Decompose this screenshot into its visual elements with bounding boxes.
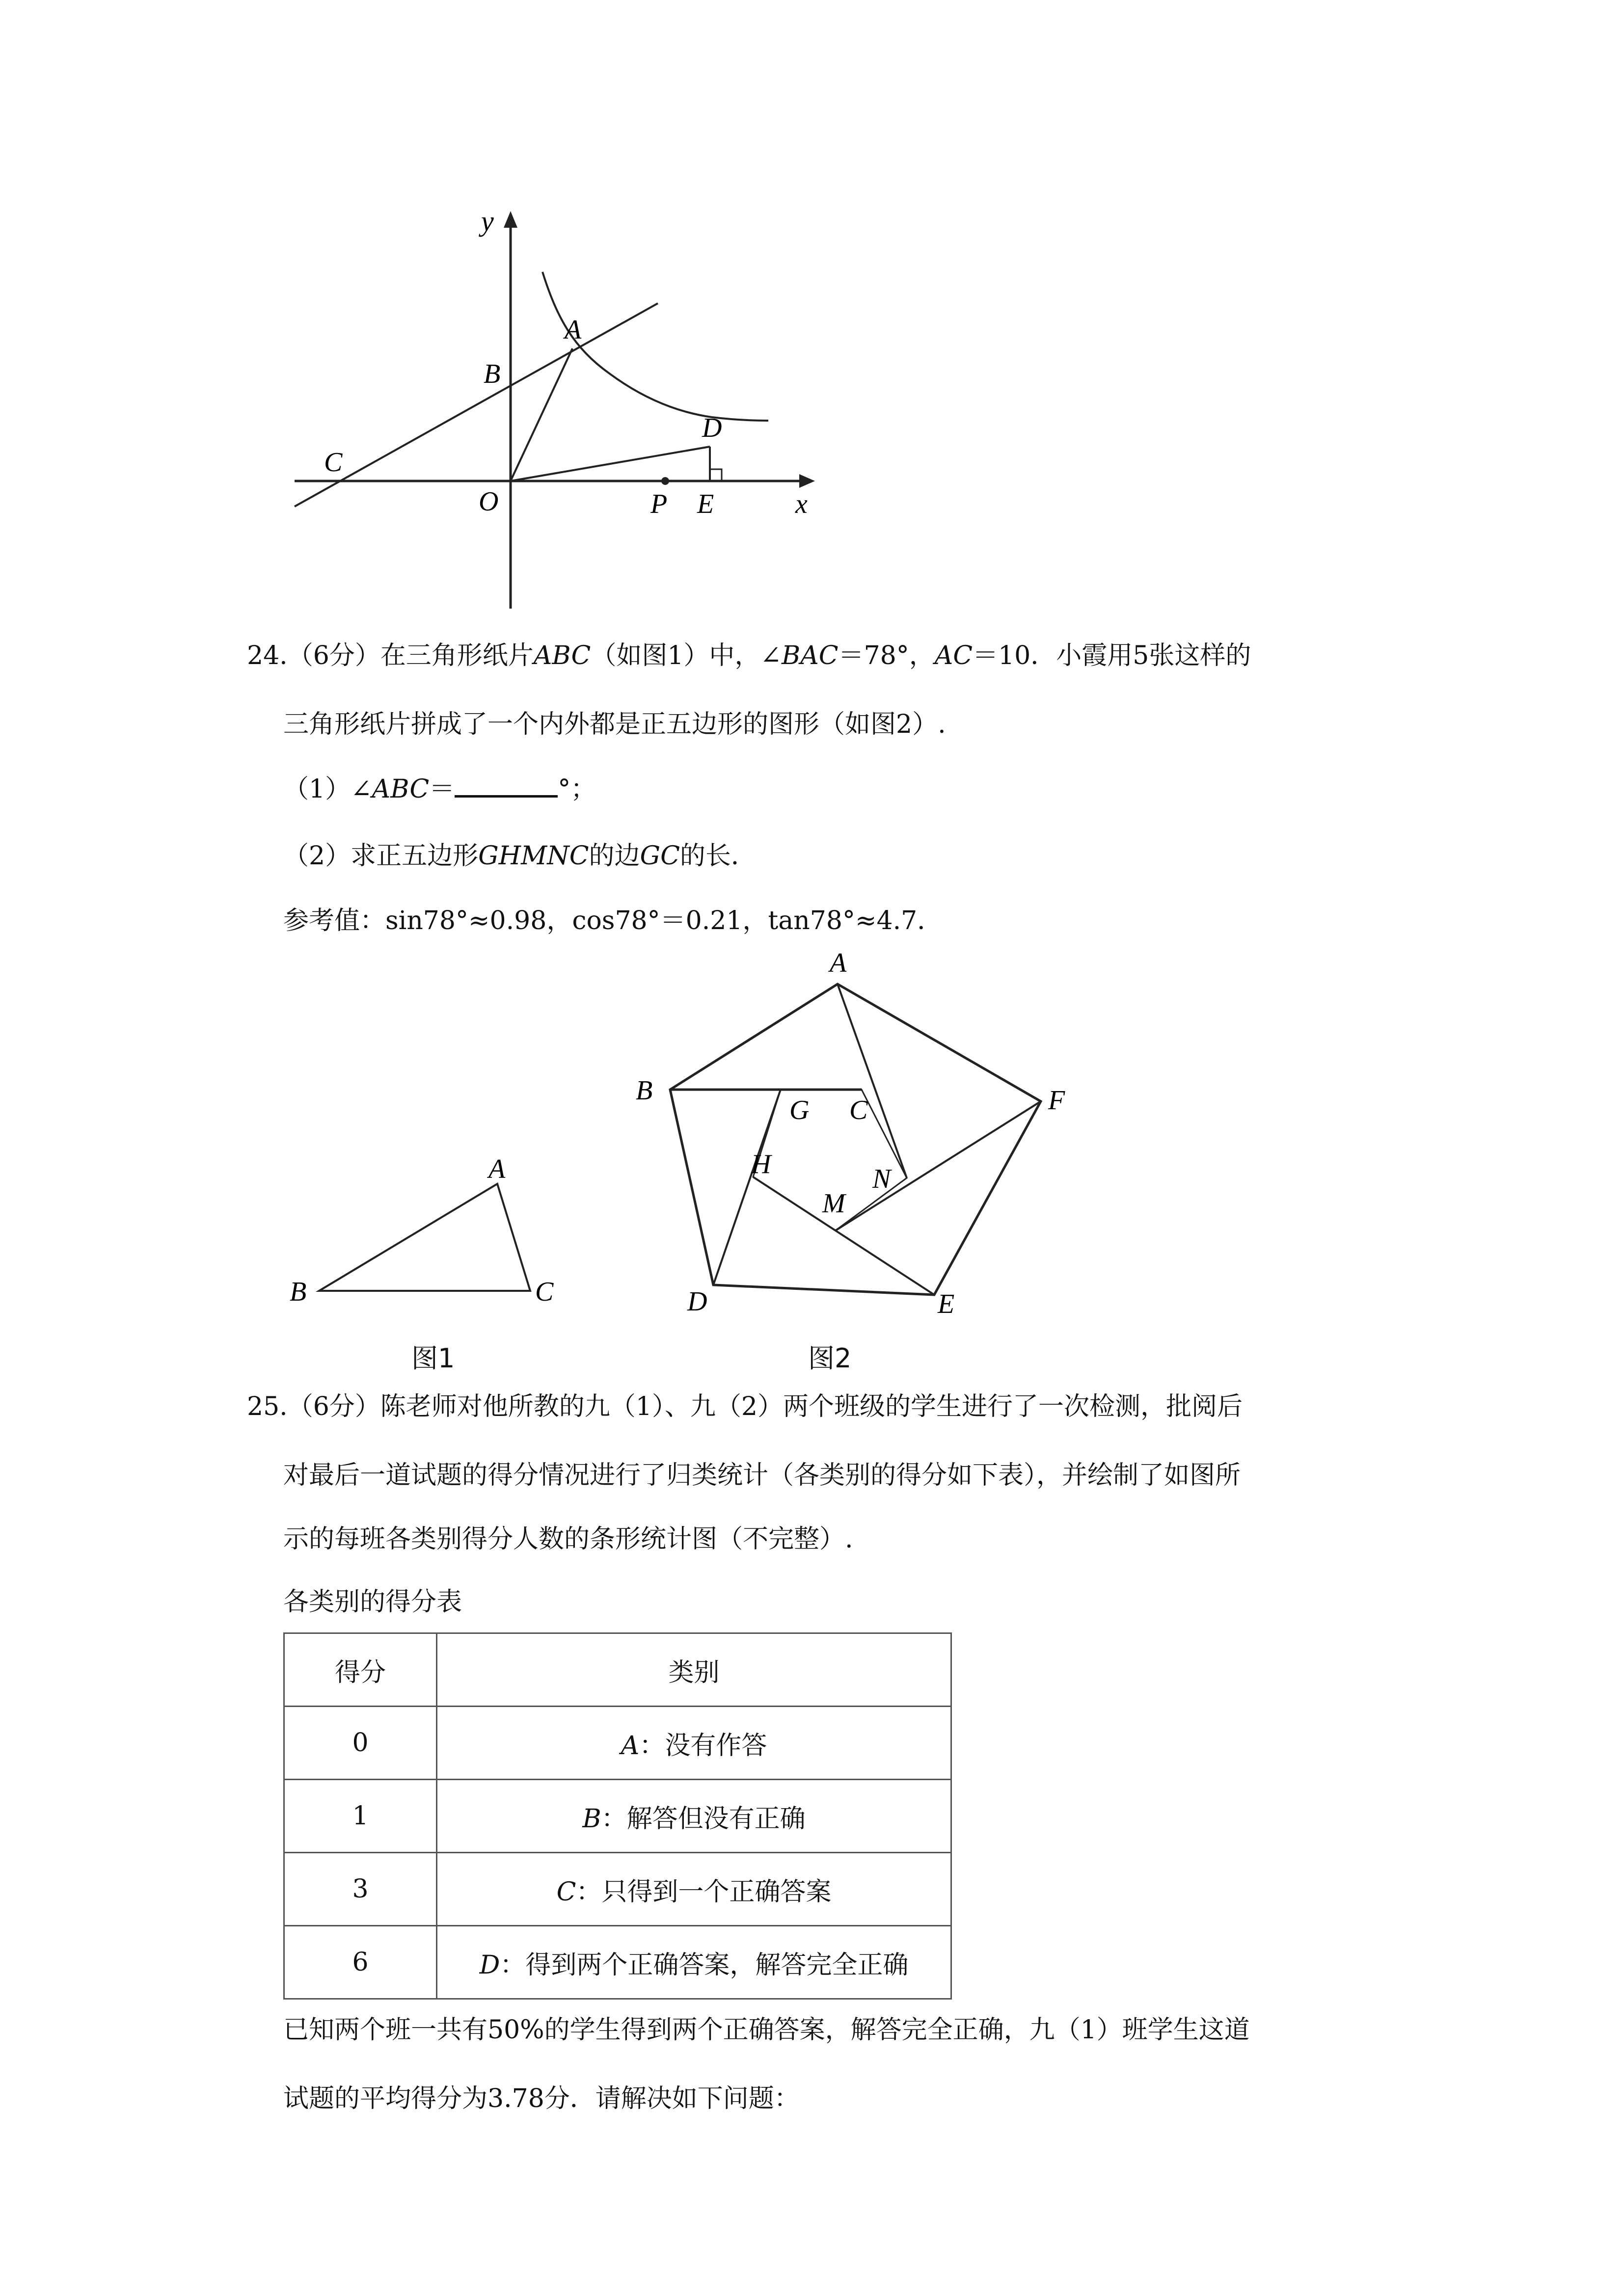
q24-part1-abc: ABC [372,774,430,804]
q24-part1 [283,771,596,807]
label-p: P [650,489,668,519]
table-title: 各类别的得分表 [283,1587,462,1617]
q24-part2-label: （2）求正五边形 [283,841,479,871]
right-angle-mark [710,469,722,481]
cell-score: 0 [284,1707,437,1780]
coordinate-figure [285,206,835,614]
q24-part2-gc: GC [640,841,680,871]
q24-part1-label: （1）∠ [283,774,372,804]
q24-text: ＝10．小霞用5张这样的 [973,641,1251,670]
q24-line1 [247,638,1251,673]
q24-abc: ABC [533,641,591,670]
label-o: O [479,486,499,517]
q24-text: 在三角形纸片 [380,641,534,670]
label-a: A [565,315,582,345]
table-row [284,1780,951,1853]
q25-line3: 示的每班各类别得分人数的条形统计图（不完整）. [283,1524,853,1554]
fig2-label-e: E [938,1289,955,1319]
category-desc: ：没有作答 [639,1731,767,1761]
fig1-label-b: B [290,1277,307,1307]
fig2-label-a: A [830,948,847,978]
line-cba [295,303,658,507]
q24-text: ＝78°， [838,641,935,670]
q24-line2: 三角形纸片拼成了一个内外都是正五边形的图形（如图2）. [283,710,946,739]
fig2-label-m: M [822,1188,845,1219]
table-row [284,1707,951,1780]
category-letter: B [582,1804,601,1834]
q24-reference-values: 参考值：sin78°≈0.98，cos78°＝0.21，tan78°≈4.7． [283,906,943,935]
figure-1-triangle [285,1148,589,1315]
cell-category [437,1780,951,1853]
fig2-label-d: D [687,1286,707,1317]
point-p [661,477,669,485]
hyperbola-curve [542,272,768,421]
x-axis-arrow [799,474,815,488]
figure-2-pentagon [633,947,1065,1325]
q25-after1: 已知两个班一共有50%的学生得到两个正确答案，解答完全正确，九（1）班学生这道 [283,2015,1250,2045]
q25-after2: 试题的平均得分为3.78分．请解决如下问题： [283,2084,800,2113]
q25-number: 25. [247,1392,288,1421]
q25-text: 陈老师对他所教的九（1）、九（2）两个班级的学生进行了一次检测，批阅后 [380,1392,1243,1421]
cell-score: 6 [284,1926,437,1999]
header-score: 得分 [284,1633,437,1707]
q24-text: （如图1）中，∠ [591,641,782,670]
category-letter: C [556,1877,576,1907]
label-y: y [481,206,494,237]
q25-line1 [247,1389,1243,1424]
category-letter: A [621,1731,640,1761]
q24-part2-text: 的边 [589,841,640,871]
score-category-table [283,1632,952,2000]
q24-part2 [283,838,757,874]
figure-1-caption: 图1 [411,1343,455,1374]
category-desc: ：只得到一个正确答案 [576,1877,832,1907]
answer-blank [455,771,558,798]
category-letter: D [479,1950,500,1980]
segment-an [838,984,907,1178]
fig2-label-g: G [789,1095,810,1125]
q25-score: （6分） [287,1392,380,1421]
cell-category [437,1926,951,1999]
q24-score: （6分） [287,641,380,670]
cell-score: 3 [284,1853,437,1926]
triangle-abc [319,1184,530,1291]
segment-od [511,447,710,481]
fig1-label-a: A [488,1154,506,1184]
cell-category [437,1707,951,1780]
cell-score: 1 [284,1780,437,1853]
y-axis-arrow [504,211,517,228]
fig2-label-c: C [849,1095,868,1125]
q24-part1-degree: °； [558,774,596,804]
q24-part1-eq: ＝ [429,774,455,804]
q24-bac: BAC [782,641,839,670]
fig2-label-b: B [636,1075,653,1106]
cell-category [437,1853,951,1926]
fig2-label-h: H [751,1149,771,1179]
label-d: D [702,413,722,443]
label-c: C [324,447,343,478]
q24-ac: AC [934,641,973,670]
label-x: x [795,489,808,519]
category-desc: ：得到两个正确答案，解答完全正确 [500,1950,909,1980]
table-row [284,1853,951,1926]
table-header-row [284,1633,951,1707]
table-row [284,1926,951,1999]
fig1-label-c: C [535,1277,554,1307]
label-b: B [484,359,501,389]
q25-line2: 对最后一道试题的得分情况进行了归类统计（各类别的得分如下表），并绘制了如图所 [283,1461,1241,1490]
q24-part2-text: 的长． [679,841,757,871]
header-category: 类别 [437,1633,951,1707]
q24-part2-ghmnc: GHMNC [478,841,589,871]
fig2-label-f: F [1048,1085,1065,1116]
figure-2-caption: 图2 [808,1343,852,1374]
q24-number: 24. [247,641,288,670]
fig2-label-n: N [872,1164,891,1194]
category-desc: ：解答但没有正确 [601,1804,806,1834]
label-e: E [697,489,714,519]
